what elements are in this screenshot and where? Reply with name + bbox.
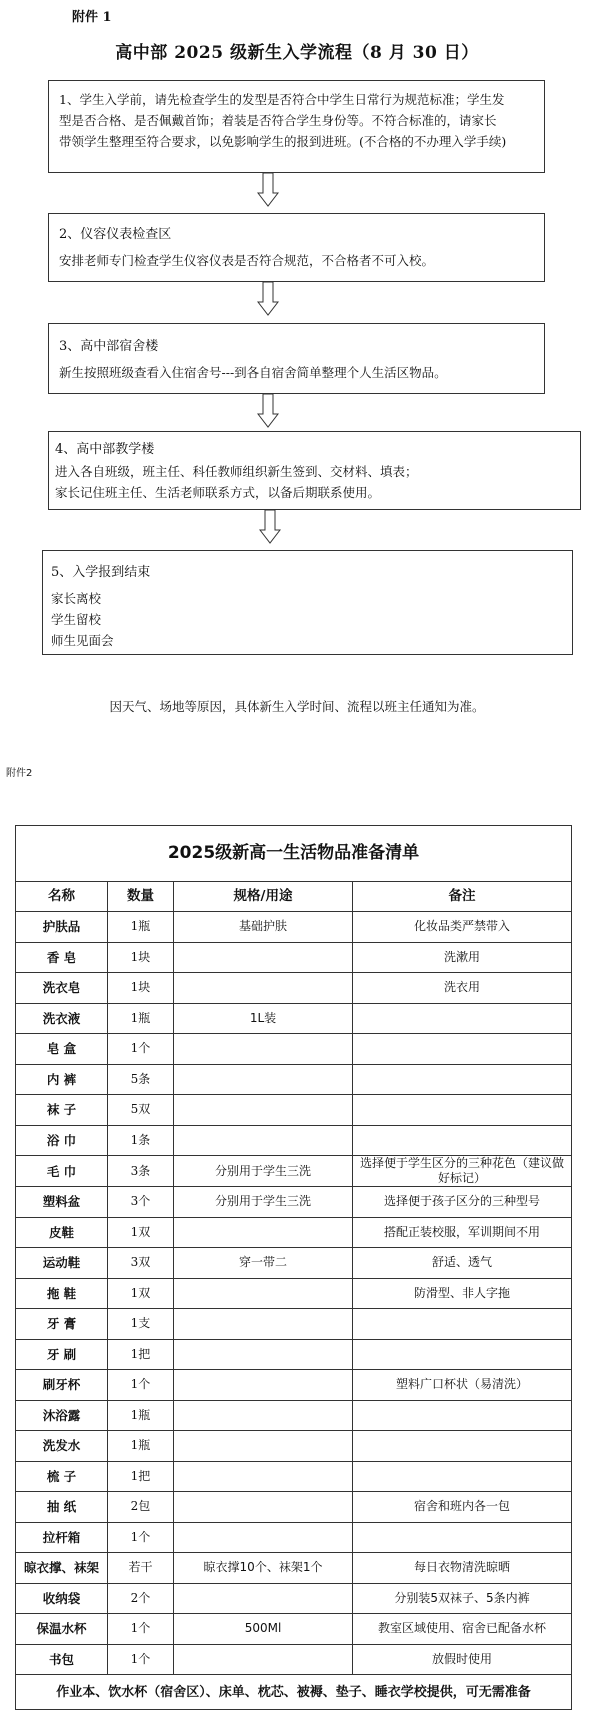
item-remark-cell: 教室区域使用、宿舍已配备水杯 [353,1614,572,1645]
table-title: 2025级新高一生活物品准备清单 [16,826,572,882]
item-spec-cell [174,1217,353,1248]
item-quantity-cell: 1个 [108,1034,174,1065]
item-name-cell: 保温水杯 [16,1614,108,1645]
step-4-line-2: 家长记住班主任、生活老师联系方式，以备后期联系使用。 [55,485,381,500]
column-header-remarks: 备注 [353,882,572,912]
item-remark-cell [353,1309,572,1340]
column-header-spec: 规格/用途 [174,882,353,912]
item-spec-cell: 分别用于学生三洗 [174,1156,353,1187]
item-name-cell: 牙 刷 [16,1339,108,1370]
flow-step-4 [48,431,581,510]
step-1-line-1: 1、学生入学前，请先检查学生的发型是否符合中学生日常行为规范标准；学生发 [59,92,505,107]
step-5-line-1: 家长离校 [51,591,102,606]
item-spec-cell [174,1644,353,1675]
item-name-cell: 沐浴露 [16,1400,108,1431]
table-row [16,1614,572,1645]
flow-arrow-down-icon [257,282,279,316]
item-quantity-cell: 5条 [108,1064,174,1095]
item-spec-cell: 500Ml [174,1614,353,1645]
step-3-heading: 3、高中部宿舍楼 [59,339,159,354]
item-remark-cell [353,1095,572,1126]
item-remark-cell: 分别装5双袜子、5条内裤 [353,1583,572,1614]
item-name-cell: 皮鞋 [16,1217,108,1248]
item-spec-cell [174,1431,353,1462]
item-spec-cell [174,1095,353,1126]
item-remark-cell [353,1125,572,1156]
table-row [16,1431,572,1462]
item-name-cell: 袜 子 [16,1095,108,1126]
table-row [16,1309,572,1340]
item-name-cell: 牙 膏 [16,1309,108,1340]
table-row [16,1278,572,1309]
item-remark-cell: 每日衣物清洗晾晒 [353,1553,572,1584]
table-row [16,1461,572,1492]
item-name-cell: 洗发水 [16,1431,108,1462]
item-quantity-cell: 1块 [108,942,174,973]
item-remark-cell: 塑料广口杯状（易清洗） [353,1370,572,1401]
step-2-heading: 2、仪容仪表检查区 [59,227,172,242]
item-remark-cell [353,1064,572,1095]
item-quantity-cell: 1把 [108,1461,174,1492]
flow-step-3 [48,323,545,394]
item-quantity-cell: 1个 [108,1370,174,1401]
table-footer-note: 作业本、饮水杯（宿舍区）、床单、枕芯、被褥、垫子、睡衣学校提供，可无需准备 [16,1675,572,1710]
item-quantity-cell: 3双 [108,1248,174,1279]
step-5-heading: 5、入学报到结束 [51,565,151,580]
table-row [16,1034,572,1065]
item-name-cell: 运动鞋 [16,1248,108,1279]
item-name-cell: 皂 盒 [16,1034,108,1065]
item-quantity-cell: 1瓶 [108,1400,174,1431]
attachment2-label: 附件2 [6,768,33,779]
item-spec-cell [174,1522,353,1553]
item-quantity-cell: 1双 [108,1217,174,1248]
item-name-cell: 护肤品 [16,912,108,943]
item-quantity-cell: 5双 [108,1095,174,1126]
item-name-cell: 洗衣液 [16,1003,108,1034]
item-remark-cell: 搭配正装校服，军训期间不用 [353,1217,572,1248]
step-5-line-2: 学生留校 [51,612,102,627]
step-4-line-1: 进入各自班级，班主任、科任教师组织新生签到、交材料、填表； [55,464,418,479]
item-quantity-cell: 1支 [108,1309,174,1340]
item-quantity-cell: 1瓶 [108,1003,174,1034]
item-spec-cell [174,1278,353,1309]
item-spec-cell [174,1309,353,1340]
item-spec-cell [174,1400,353,1431]
column-header-name: 名称 [16,882,108,912]
item-remark-cell: 防滑型、非人字拖 [353,1278,572,1309]
item-name-cell: 晾衣撑、袜架 [16,1553,108,1584]
item-remark-cell: 化妆品类严禁带入 [353,912,572,943]
schedule-note: 因天气、场地等原因，具体新生入学时间、流程以班主任通知为准。 [109,699,485,714]
item-spec-cell: 晾衣撑10个、袜架1个 [174,1553,353,1584]
item-quantity-cell: 1瓶 [108,912,174,943]
item-quantity-cell: 1个 [108,1522,174,1553]
item-quantity-cell: 1个 [108,1614,174,1645]
item-remark-cell: 舒适、透气 [353,1248,572,1279]
flow-arrow-down-icon [257,173,279,207]
step-2-line: 安排老师专门检查学生仪容仪表是否符合规范，不合格者不可入校。 [59,253,435,268]
item-spec-cell [174,1583,353,1614]
item-spec-cell [174,1034,353,1065]
item-quantity-cell: 1条 [108,1125,174,1156]
item-spec-cell [174,1339,353,1370]
item-spec-cell: 穿一带二 [174,1248,353,1279]
item-quantity-cell: 若干 [108,1553,174,1584]
item-spec-cell [174,1370,353,1401]
table-row [16,1400,572,1431]
item-spec-cell [174,1125,353,1156]
item-spec-cell: 分别用于学生三洗 [174,1187,353,1218]
table-row [16,1644,572,1675]
flow-step-1 [48,80,545,173]
item-name-cell: 内 裤 [16,1064,108,1095]
item-remark-cell [353,1431,572,1462]
item-quantity-cell: 2包 [108,1492,174,1523]
item-quantity-cell: 2个 [108,1583,174,1614]
table-row [16,1095,572,1126]
item-name-cell: 香 皂 [16,942,108,973]
table-row [16,1187,572,1218]
item-remark-cell: 选择便于学生区分的三种花色（建议做好标记） [353,1156,572,1187]
item-remark-cell: 选择便于孩子区分的三种型号 [353,1187,572,1218]
step-4-heading: 4、高中部教学楼 [55,442,155,457]
page-title: 高中部 2025 级新生入学流程（8 月 30 日） [115,43,479,63]
table-row [16,1248,572,1279]
item-name-cell: 浴 巾 [16,1125,108,1156]
item-spec-cell [174,1492,353,1523]
item-remark-cell: 放假时使用 [353,1644,572,1675]
item-remark-cell [353,1034,572,1065]
table-row [16,1064,572,1095]
step-1-line-2: 型是否合格、是否佩戴首饰；着装是否符合学生身份等。不符合标准的，请家长 [59,113,497,128]
item-name-cell: 拖 鞋 [16,1278,108,1309]
item-remark-cell [353,1339,572,1370]
item-name-cell: 书包 [16,1644,108,1675]
item-remark-cell: 洗漱用 [353,942,572,973]
item-remark-cell [353,1400,572,1431]
item-quantity-cell: 1瓶 [108,1431,174,1462]
column-header-quantity: 数量 [108,882,174,912]
table-row [16,1522,572,1553]
item-remark-cell [353,1461,572,1492]
item-spec-cell [174,1064,353,1095]
table-row [16,1156,572,1187]
item-spec-cell [174,942,353,973]
step-5-line-3: 师生见面会 [51,633,114,648]
item-remark-cell: 宿舍和班内各一包 [353,1492,572,1523]
table-row [16,942,572,973]
table-row [16,1492,572,1523]
item-quantity-cell: 1个 [108,1644,174,1675]
item-remark-cell [353,1003,572,1034]
item-name-cell: 收纳袋 [16,1583,108,1614]
table-row [16,1003,572,1034]
item-spec-cell [174,973,353,1004]
item-quantity-cell: 1双 [108,1278,174,1309]
table-row [16,1125,572,1156]
flow-step-2 [48,213,545,282]
table-row [16,1583,572,1614]
supply-list-table [15,825,572,1710]
step-1-line-3: 带领学生整理至符合要求，以免影响学生的报到进班。(不合格的不办理入学手续) [59,134,507,149]
item-remark-cell [353,1522,572,1553]
table-row [16,973,572,1004]
item-quantity-cell: 3个 [108,1187,174,1218]
table-row [16,1370,572,1401]
item-name-cell: 洗衣皂 [16,973,108,1004]
item-spec-cell: 基础护肤 [174,912,353,943]
table-row [16,1217,572,1248]
table-row [16,1553,572,1584]
item-name-cell: 拉杆箱 [16,1522,108,1553]
step-3-line: 新生按照班级查看入住宿舍号---到各自宿舍简单整理个人生活区物品。 [59,365,447,380]
table-row [16,1339,572,1370]
flow-step-5 [42,550,573,655]
table-row [16,912,572,943]
item-name-cell: 塑料盆 [16,1187,108,1218]
item-quantity-cell: 1块 [108,973,174,1004]
flow-arrow-down-icon [257,394,279,428]
item-name-cell: 抽 纸 [16,1492,108,1523]
item-remark-cell: 洗衣用 [353,973,572,1004]
item-name-cell: 刷牙杯 [16,1370,108,1401]
item-name-cell: 梳 子 [16,1461,108,1492]
item-quantity-cell: 1把 [108,1339,174,1370]
attachment1-label: 附件 1 [72,10,112,25]
item-spec-cell: 1L装 [174,1003,353,1034]
item-spec-cell [174,1461,353,1492]
item-quantity-cell: 3条 [108,1156,174,1187]
flow-arrow-down-icon [259,510,281,544]
item-name-cell: 毛 巾 [16,1156,108,1187]
